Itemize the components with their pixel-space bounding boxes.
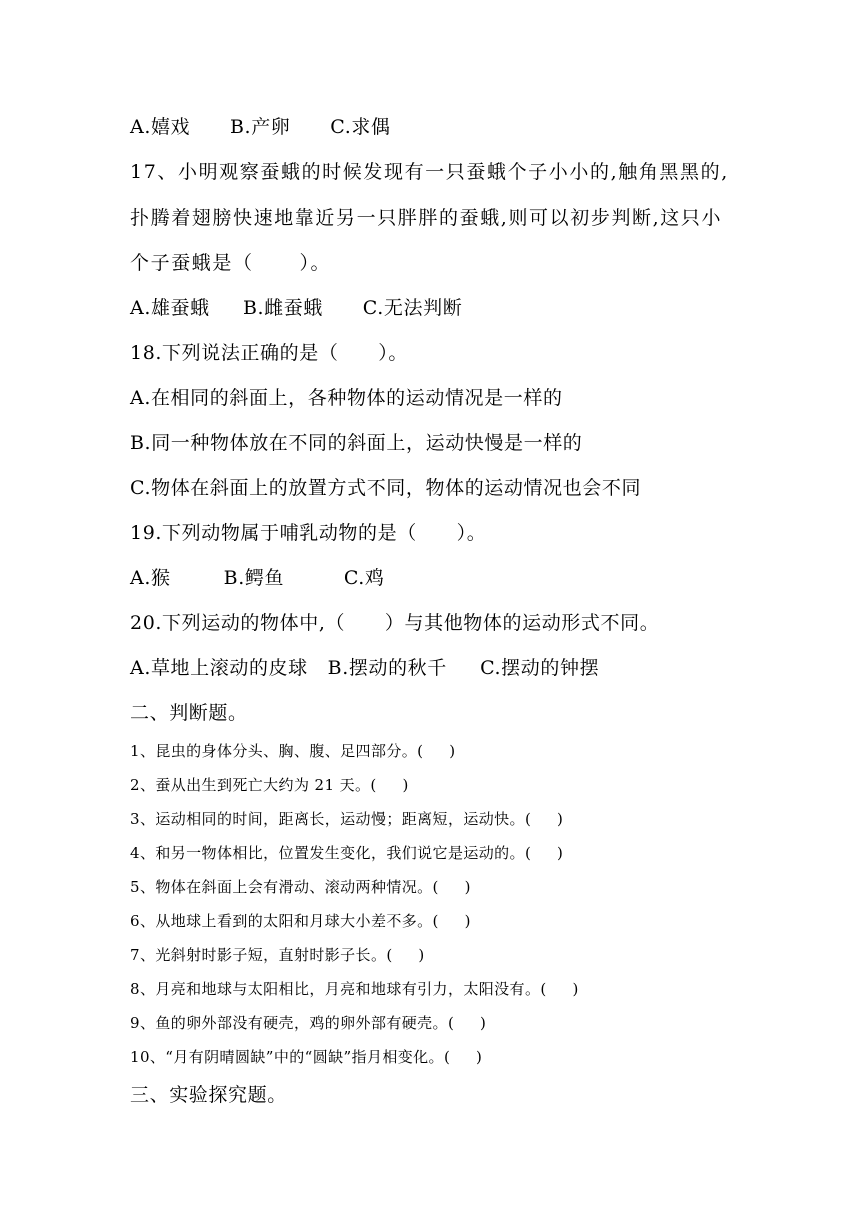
judge-item-7: 7、光斜射时影子短，直射时影子长。( ) [130, 946, 425, 964]
q18-stem: 18.下列说法正确的是（ ）。 [130, 342, 408, 364]
judge-item-3: 3、运动相同的时间，距离长，运动慢；距离短，运动快。( ) [130, 810, 564, 828]
q16-options: A.嬉戏 B.产卵 C.求偶 [130, 116, 391, 138]
judge-item-5: 5、物体在斜面上会有滑动、滚动两种情况。( ) [130, 878, 471, 896]
judge-item-2: 2、蚕从出生到死亡大约为 21 天。( ) [130, 776, 409, 794]
q17-stem-line2: 扑腾着翅膀快速地靠近另一只胖胖的蚕蛾,则可以初步判断,这只小 [130, 207, 723, 229]
judge-item-6: 6、从地球上看到的太阳和月球大小差不多。( ) [130, 912, 471, 930]
q20-options: A.草地上滚动的皮球 B.摆动的秋千 C.摆动的钟摆 [130, 657, 600, 679]
q17-stem-line3: 个子蚕蛾是（ ）。 [130, 252, 332, 274]
judge-item-1: 1、昆虫的身体分头、胸、腹、足四部分。( ) [130, 742, 456, 760]
judge-item-10: 10、“月有阴晴圆缺”中的“圆缺”指月相变化。( ) [130, 1048, 483, 1066]
q18-option-c: C.物体在斜面上的放置方式不同，物体的运动情况也会不同 [130, 477, 642, 499]
q17-options: A.雄蚕蛾 B.雌蚕蛾 C.无法判断 [130, 297, 463, 319]
section2-title: 二、判断题。 [130, 702, 248, 724]
judge-item-4: 4、和另一物体相比，位置发生变化，我们说它是运动的。( ) [130, 844, 564, 862]
judge-item-8: 8、月亮和地球与太阳相比，月亮和地球有引力，太阳没有。( ) [130, 980, 579, 998]
q18-option-a: A.在相同的斜面上，各种物体的运动情况是一样的 [130, 387, 563, 409]
judge-item-9: 9、鱼的卵外部没有硬壳，鸡的卵外部有硬壳。( ) [130, 1014, 487, 1032]
q19-stem: 19.下列动物属于哺乳动物的是（ ）。 [130, 522, 487, 544]
section3-title: 三、实验探究题。 [130, 1084, 287, 1106]
q18-option-b: B.同一种物体放在不同的斜面上，运动快慢是一样的 [130, 432, 583, 454]
q19-options: A.猴 B.鳄鱼 C.鸡 [130, 567, 385, 589]
q20-stem: 20.下列运动的物体中,（ ）与其他物体的运动形式不同。 [130, 612, 660, 634]
q17-stem-line1: 17、小明观察蚕蛾的时候发现有一只蚕蛾个子小小的,触角黑黑的, [130, 161, 729, 183]
